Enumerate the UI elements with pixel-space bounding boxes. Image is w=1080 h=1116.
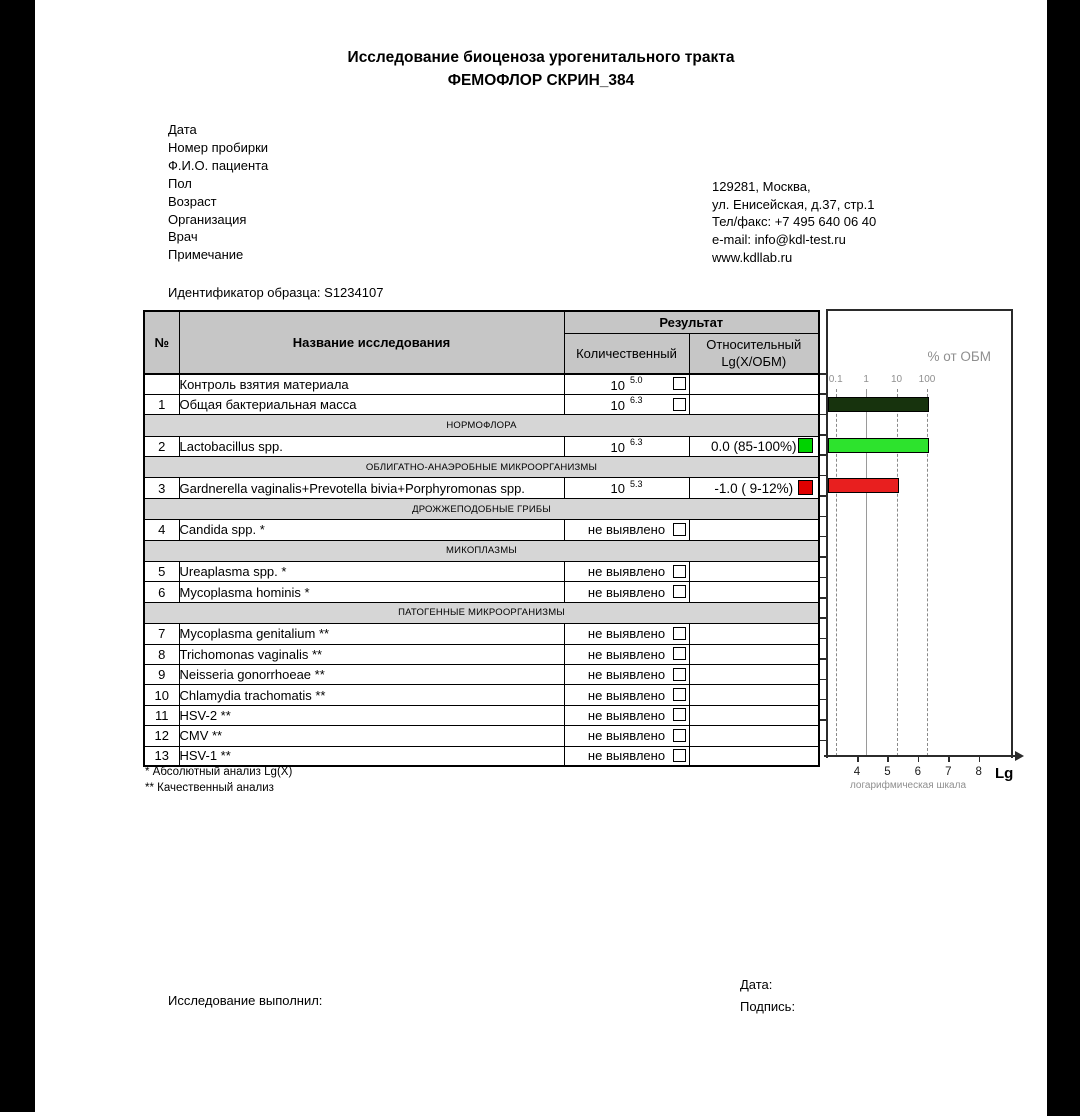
row-tick — [820, 658, 826, 660]
checkbox-icon — [673, 627, 686, 640]
sample-identifier: Идентификатор образца: S1234107 — [168, 285, 384, 300]
row-tick — [820, 556, 826, 558]
contact-line: ул. Енисейская, д.37, стр.1 — [712, 196, 875, 212]
checkbox-icon — [673, 749, 686, 762]
row-tick — [820, 577, 826, 579]
checkbox-icon — [673, 708, 686, 721]
row-tick — [820, 373, 826, 375]
checkbox-icon — [673, 585, 686, 598]
table-row: 10 Chlamydia trachomatis ** не выявлено — [144, 685, 819, 705]
col-header-quantitative: Количественный — [564, 333, 689, 374]
report-title-line2: ФЕМОФЛОР СКРИН_384 — [447, 72, 635, 89]
quantitative-value: 10 $^{5.0}$ — [610, 375, 643, 393]
chart-bar-bar_anaerobe — [828, 478, 899, 493]
row-tick — [820, 740, 826, 742]
row-tick — [820, 719, 826, 721]
section-label: ПАТОГЕННЫЕ МИКРООРГАНИЗМЫ — [144, 602, 819, 623]
row-tick — [820, 414, 826, 416]
col-header-number: № — [144, 311, 179, 374]
patient-field-sex: Пол — [168, 175, 192, 191]
section-row — [144, 415, 819, 436]
table-row: Контроль взятия материала 10 $^{5.0}$ — [144, 374, 819, 394]
percent-tick-label: 0.1 — [828, 374, 843, 385]
checkbox-icon — [673, 523, 686, 536]
lg-axis-tick — [979, 757, 981, 762]
lg-axis-tick — [948, 757, 950, 762]
section-row — [144, 498, 819, 519]
row-tick — [820, 475, 826, 477]
percent-tick-label: 10 — [890, 374, 903, 385]
lg-axis-tick-label: 4 — [853, 766, 861, 778]
lg-axis-tick-label: 8 — [975, 766, 982, 778]
section-label: ОБЛИГАТНО-АНАЭРОБНЫЕ МИКРООРГАНИЗМЫ — [144, 457, 819, 478]
row-tick — [820, 536, 826, 538]
percent-tick-label: 1 — [863, 374, 869, 385]
result-marker-red — [798, 480, 813, 495]
lg-axis-label: Lg — [995, 765, 1014, 782]
table-row: 6 Mycoplasma hominis * не выявлено — [144, 582, 819, 602]
report-title-line1: Исследование биоценоза урогенитального тракта — [347, 49, 735, 66]
table-row: 12 CMV ** не выявлено — [144, 726, 819, 746]
patient-field-name: Ф.И.О. пациента — [168, 157, 269, 173]
section-row — [144, 540, 819, 561]
table-row: 5 Ureaplasma spp. * не выявлено — [144, 562, 819, 582]
table-row: 11 HSV-2 ** не выявлено — [144, 705, 819, 725]
percent-axis-title: % от ОБМ — [927, 349, 991, 364]
row-tick — [820, 679, 826, 681]
contact-line: 129281, Москва, — [712, 179, 811, 194]
section-row — [144, 457, 819, 478]
footer-signature-label: Подпись: — [740, 999, 796, 1014]
lg-axis-tick-label: 6 — [914, 766, 922, 778]
section-label: МИКОПЛАЗМЫ — [144, 540, 819, 561]
checkbox-icon — [673, 729, 686, 742]
row-tick — [820, 454, 826, 456]
percent-tick-label: 100 — [918, 374, 936, 385]
row-tick — [820, 434, 826, 436]
contact-line: www.kdllab.ru — [712, 249, 793, 265]
table-row: 9 Neisseria gonorrhoeae ** не выявлено — [144, 664, 819, 684]
quantitative-value: 10 $^{6.3}$ — [610, 437, 643, 455]
patient-info-labels — [168, 121, 268, 264]
chart-panel — [826, 309, 1013, 758]
row-tick — [820, 638, 826, 640]
log-scale-caption: логарифмическая шкала — [849, 780, 967, 791]
lg-axis-tick — [857, 757, 859, 762]
footnotes — [145, 764, 292, 796]
checkbox-icon — [673, 668, 686, 681]
table-row: 7 Mycoplasma genitalium ** не выявлено — [144, 624, 819, 644]
row-tick — [820, 617, 826, 619]
table-row: 2 Lactobacillus spp. 10 $^{6.3}$ 0.0 (85-100%) — [144, 436, 819, 456]
section-label: ДРОЖЖЕПОДОБНЫЕ ГРИБЫ — [144, 498, 819, 519]
result-marker-green — [798, 438, 813, 453]
row-tick — [820, 699, 826, 701]
col-header-test-name: Название исследования — [179, 311, 564, 374]
row-tick — [820, 597, 826, 599]
scan-border-left — [0, 0, 35, 1112]
table-row: 1 Общая бактериальная масса 10 $^{6.3}$ — [144, 394, 819, 414]
checkbox-icon — [673, 377, 686, 390]
row-tick — [820, 516, 826, 518]
lg-axis — [824, 755, 1016, 757]
lg-axis-tick — [918, 757, 920, 762]
contact-line: Тел/факс: +7 495 640 06 40 — [712, 214, 877, 230]
checkbox-icon — [673, 398, 686, 411]
patient-field-tube-number: Номер пробирки — [168, 139, 269, 155]
checkbox-icon — [673, 647, 686, 660]
row-tick — [820, 495, 826, 497]
row-tick — [820, 393, 826, 395]
patient-field-note: Примечание — [168, 247, 244, 263]
patient-field-organization: Организация — [168, 211, 247, 227]
table-row: 3 Gardnerella vaginalis+Prevotella bivia+Porphyromonas spp. 10 $^{5.3}$ -1.0 ( 9-12%) — [144, 478, 819, 498]
patient-field-date: Дата — [168, 122, 197, 137]
lg-axis-tick — [887, 757, 889, 762]
chart-bar-bar_total — [828, 397, 929, 412]
performed-by-label: Исследование выполнил: — [168, 993, 323, 1008]
patient-field-age: Возраст — [168, 193, 217, 209]
quantitative-value: 10 $^{5.3}$ — [610, 478, 643, 497]
checkbox-icon — [673, 565, 686, 578]
lg-axis-tick-label: 7 — [945, 766, 952, 778]
footer-date-label: Дата: — [740, 977, 773, 992]
checkbox-icon — [673, 688, 686, 701]
table-row: 4 Candida spp. * не выявлено — [144, 520, 819, 540]
lab-contact-block — [712, 178, 876, 267]
results-table — [143, 310, 820, 767]
report-title — [35, 46, 1047, 92]
table-row: 13 HSV-1 ** не выявлено — [144, 746, 819, 766]
contact-line: e-mail: info@kdl-test.ru — [712, 232, 846, 248]
table-row: 8 Trichomonas vaginalis ** не выявлено — [144, 644, 819, 664]
chart-bar-bar_normal — [828, 438, 929, 453]
footnote-absolute-analysis: * Абсолютный анализ Lg(X) — [145, 766, 293, 778]
scan-border-right — [1047, 0, 1080, 1116]
quantitative-value: 10 $^{6.3}$ — [610, 395, 643, 413]
footnote-qualitative-analysis: ** Качественный анализ — [145, 782, 274, 794]
col-header-result: Результат — [564, 311, 819, 333]
patient-field-doctor: Врач — [168, 229, 198, 245]
col-header-relative: Относительный Lg(X/ОБМ) — [689, 333, 819, 374]
section-label: НОРМОФЛОРА — [144, 415, 819, 436]
lg-axis-tick-label: 5 — [884, 766, 891, 778]
section-row — [144, 602, 819, 623]
